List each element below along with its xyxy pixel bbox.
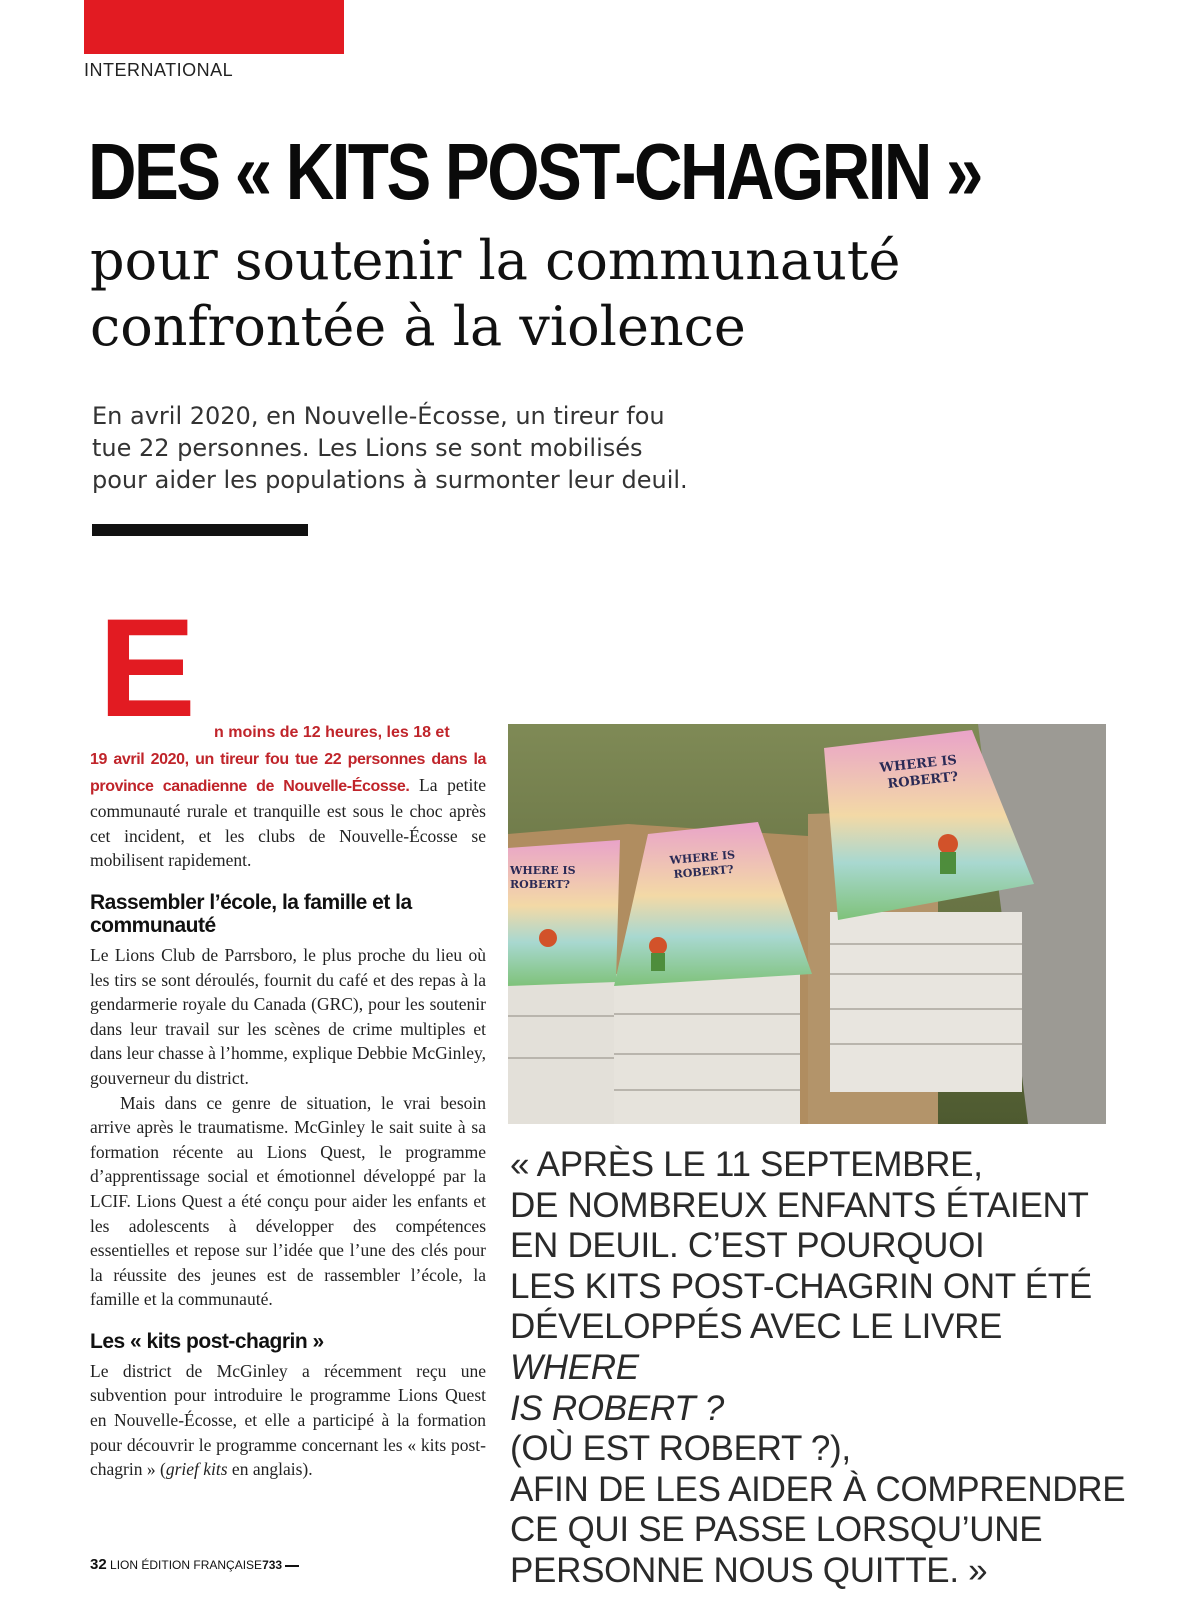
- page-number: 32: [90, 1556, 107, 1573]
- quote-line: [510, 1307, 1150, 1388]
- lead-continuation: La petite communauté rurale et tranquille est sous le choc après cet incident, et les clubs de Nouvelle-Écosse se mobilisent rapidement.: [90, 774, 486, 871]
- subtitle-line: confrontée à la violence: [90, 295, 746, 358]
- quote-line: « APRÈS LE 11 SEPTEMBRE,: [510, 1145, 983, 1184]
- paragraph: Le Lions Club de Parrsboro, le plus proche du lieu où les tirs se sont déroulés, fournit du café et des repas à la gendarmerie royale du Canada (GRC), pour les soutenir dans leur travail sur les scènes de crime multiples et dans leur chasse à l’homme, explique Debbie McGinley, gouverneur du district.: [90, 944, 486, 1088]
- paragraph-text: en anglais).: [227, 1459, 313, 1480]
- drop-cap: E: [98, 589, 197, 746]
- book-title-line-2: ROBERT?: [673, 862, 735, 881]
- book-title-line-2: ROBERT?: [886, 769, 959, 792]
- subheading-kits: Les « kits post-chagrin »: [90, 1329, 324, 1353]
- subtitle-line: pour soutenir la communauté: [90, 229, 901, 292]
- subheading-rassembler: Rassembler l’école, la famille et la communauté: [90, 890, 412, 937]
- photo-book-boxes: [508, 724, 1106, 1124]
- book-title-line-1: WHERE IS: [510, 864, 576, 877]
- paragraph-italic: grief kits: [165, 1459, 228, 1480]
- footer-rule: [285, 1565, 299, 1567]
- quote-italic: WHERE: [510, 1347, 639, 1387]
- quote-line: [510, 1389, 1150, 1470]
- quote-text: (OÙ EST ROBERT ?),: [510, 1429, 851, 1469]
- section-color-bar: [84, 0, 344, 54]
- intro-line: tue 22 personnes. Les Lions se sont mobilisés: [92, 434, 643, 462]
- headline-title: DES « KITS POST-CHAGRIN »: [88, 127, 981, 216]
- photo-illustration: [508, 724, 1106, 1124]
- paragraph-lead: [90, 746, 486, 873]
- quote-line: DE NOMBREUX ENFANTS ÉTAIENT: [510, 1185, 1089, 1225]
- page-footer: [90, 1556, 299, 1573]
- section-label: INTERNATIONAL: [84, 60, 234, 80]
- issue-number: 733: [262, 1558, 283, 1572]
- pull-quote: [510, 1145, 1150, 1592]
- intro-line: pour aider les populations à surmonter leur deuil.: [92, 466, 688, 494]
- intro-standfirst: [92, 400, 732, 496]
- quote-line: EN DEUIL. C’EST POURQUOI: [510, 1226, 985, 1266]
- book-title-line-1: WHERE IS: [878, 752, 958, 776]
- quote-text: DÉVELOPPÉS AVEC LE LIVRE: [510, 1307, 1003, 1347]
- quote-line: PERSONNE NOUS QUITTE. »: [510, 1550, 988, 1590]
- quote-line: AFIN DE LES AIDER À COMPRENDRE: [510, 1469, 1126, 1509]
- quote-italic: IS ROBERT ?: [510, 1388, 724, 1428]
- quote-line: LES KITS POST-CHAGRIN ONT ÉTÉ: [510, 1266, 1092, 1306]
- publication-name: LION ÉDITION FRANÇAISE: [110, 1558, 263, 1572]
- paragraph: Mais dans ce genre de situation, le vrai besoin arrive après le traumatisme. McGinley le sait suite à sa formation récente au Lions Quest, le programme d’apprentissage social et émotionnel développé par la LCIF. Lions Quest a été conçu pour aider les enfants et les adolescents à développer des compétences essentielles et repose sur l’idée que l’une des clés pour la réussite des jeunes est de rassembler l’école, la famille et la communauté.: [90, 1092, 486, 1310]
- quote-line: CE QUI SE PASSE LORSQU’UNE: [510, 1510, 1043, 1550]
- lead-first-line: n moins de 12 heures, les 18 et: [214, 724, 450, 741]
- book-title-line-1: WHERE IS: [669, 848, 736, 867]
- headline-subtitle: [90, 228, 1140, 360]
- intro-line: En avril 2020, en Nouvelle-Écosse, un tireur fou: [92, 402, 665, 430]
- intro-divider: [92, 524, 308, 536]
- lead-text: 19 avril 2020, un tireur fou tue 22 personnes dans la province canadienne de Nouvelle-Écosse.: [90, 751, 486, 795]
- book-title-line-2: ROBERT?: [510, 878, 570, 891]
- paragraph-text: Le district de McGinley a récemment reçu une subvention pour introduire le programme Lions Quest en Nouvelle-Écosse, et elle a participé à la formation pour découvrir le programme concernant les « kits post-chagrin » (: [90, 1360, 486, 1480]
- article-body: [90, 746, 486, 1482]
- paragraph: [90, 1359, 486, 1482]
